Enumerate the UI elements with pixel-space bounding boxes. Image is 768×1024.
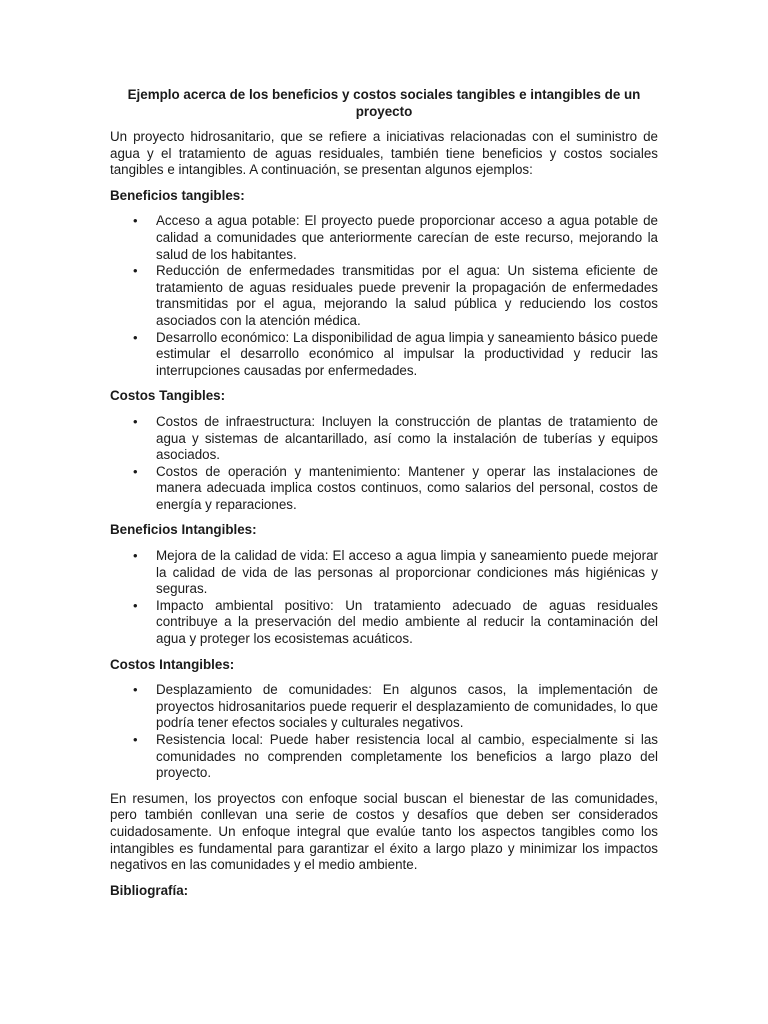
list-item [110,414,658,464]
bullet-list [110,213,658,379]
bullet-icon: • [133,213,138,229]
bullet-icon: • [133,732,138,747]
summary-paragraph: En resumen, los proyectos con enfoque social buscan el bienestar de las comunidades, pero también conllevan una serie de costos y desafíos que deben ser considerados cuidadosamente. Un enfoque integral que evalúe tanto los aspectos tangibles como los intangibles es fundamental para garantizar el éxito a largo plazo y minimizar los impactos negativos en las comunidades y el medio ambiente. [110,790,658,873]
intro-paragraph: Un proyecto hidrosanitario, que se refiere a iniciativas relacionadas con el suministro de agua y el tratamiento de aguas residuales, también tiene beneficios y costos sociales tangibles e intangibles. A continuación, se presentan algunos ejemplos: [110,129,658,178]
section-heading: Beneficios tangibles: [110,187,245,203]
section-heading: Costos Tangibles: [110,388,226,404]
list-item-text: Mejora de la calidad de vida: El acceso a agua limpia y saneamiento puede mejorar la calidad de vida de las personas al proporcionar condiciones más higiénicas y seguras. [156,548,658,597]
list-item [110,263,658,329]
list-item [110,682,658,732]
list-item [110,213,658,263]
bullet-icon: • [133,682,138,698]
bullet-icon: • [133,597,138,613]
document-page [110,86,658,908]
section-costos-tangibles [110,388,658,513]
section-heading: Costos Intangibles: [110,656,235,672]
bibliography-heading: Bibliografía: [110,882,189,898]
list-item [110,598,658,648]
document-title: Ejemplo acerca de los beneficios y costos sociales tangibles e intangibles de un proyecto [127,87,641,119]
list-item-text: Costos de operación y mantenimiento: Mantener y operar las instalaciones de manera adecuada implica costos continuos, como salarios del personal, costos de energía y reparaciones. [156,463,658,512]
list-item-text: Resistencia local: Puede haber resistencia local al cambio, especialmente si las comunidades no comprenden completamente los beneficios a largo plazo del proyecto. [156,732,658,781]
list-item-text: Desarrollo económico: La disponibilidad de agua limpia y saneamiento básico puede estimular el desarrollo económico al impulsar la productividad y reducir las interrupciones causadas por enfermedades. [156,329,658,378]
list-item-text: Acceso a agua potable: El proyecto puede proporcionar acceso a agua potable de calidad a comunidades que anteriormente carecían de este recurso, mejorando la salud de los habitantes. [156,213,658,262]
list-item-text: Desplazamiento de comunidades: En algunos casos, la implementación de proyectos hidrosanitarios puede requerir el desplazamiento de comunidades, lo que podría tener efectos sociales y culturales negativos. [156,682,658,731]
bullet-list [110,682,658,782]
section-heading: Beneficios Intangibles: [110,522,257,538]
bullet-icon: • [133,463,138,479]
section-costos-intangibles [110,657,658,782]
bullet-icon: • [133,263,138,279]
list-item [110,330,658,380]
list-item [110,732,658,782]
list-item [110,548,658,598]
section-beneficios-tangibles [110,188,658,380]
section-beneficios-intangibles [110,522,658,647]
bullet-list [110,414,658,514]
bullet-icon: • [133,413,138,429]
bullet-icon: • [133,329,138,345]
list-item-text: Reducción de enfermedades transmitidas por el agua: Un sistema eficiente de tratamiento de aguas residuales puede prevenir la propagación de enfermedades transmitidas por el agua, mejorando la salud pública y reduciendo los costos asociados con la atención médica. [156,263,658,328]
bullet-list [110,548,658,648]
bullet-icon: • [133,548,138,564]
list-item [110,464,658,514]
list-item-text: Impacto ambiental positivo: Un tratamiento adecuado de aguas residuales contribuye a la preservación del medio ambiente al reducir la contaminación del agua y proteger los ecosistemas acuáticos. [156,597,658,647]
list-item-text: Costos de infraestructura: Incluyen la construcción de plantas de tratamiento de agua y sistemas de alcantarillado, así como la instalación de tuberías y equipos asociados. [156,413,658,463]
